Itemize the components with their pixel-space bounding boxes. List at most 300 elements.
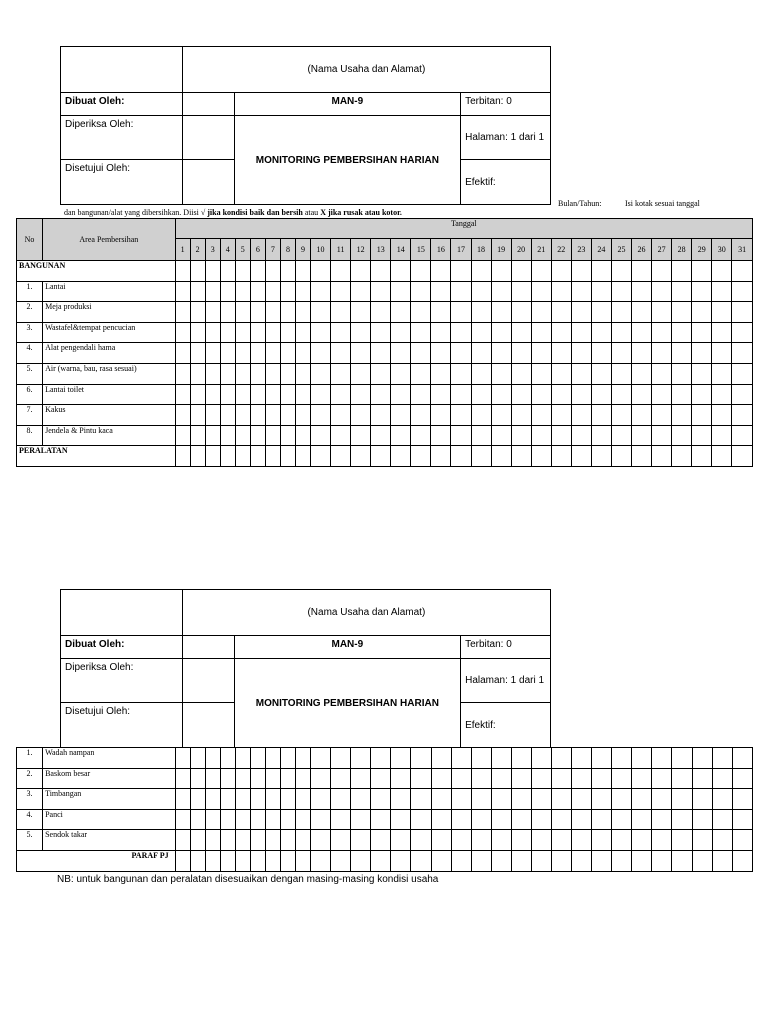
check-cell[interactable] [692, 322, 712, 343]
check-cell[interactable] [591, 322, 611, 343]
check-cell[interactable] [611, 281, 631, 302]
check-cell[interactable] [205, 850, 220, 871]
check-cell[interactable] [190, 850, 205, 871]
check-cell[interactable] [451, 748, 471, 769]
check-cell[interactable] [175, 830, 190, 851]
check-cell[interactable] [591, 425, 611, 446]
check-cell[interactable] [571, 281, 591, 302]
check-cell[interactable] [491, 363, 511, 384]
check-cell[interactable] [331, 809, 351, 830]
check-cell[interactable] [220, 363, 235, 384]
check-cell[interactable] [632, 768, 652, 789]
check-cell[interactable] [572, 768, 592, 789]
check-cell[interactable] [250, 363, 265, 384]
check-cell[interactable] [431, 405, 451, 426]
check-cell[interactable] [551, 384, 571, 405]
check-cell[interactable] [331, 789, 351, 810]
check-cell[interactable] [732, 850, 752, 871]
check-cell[interactable] [295, 405, 310, 426]
check-cell[interactable] [295, 384, 310, 405]
check-cell[interactable] [471, 425, 491, 446]
check-cell[interactable] [371, 830, 391, 851]
check-cell[interactable] [572, 789, 592, 810]
check-cell[interactable] [491, 261, 511, 282]
check-cell[interactable] [265, 261, 280, 282]
check-cell[interactable] [280, 261, 295, 282]
check-cell[interactable] [250, 850, 265, 871]
check-cell[interactable] [712, 789, 732, 810]
check-cell[interactable] [295, 446, 310, 467]
check-cell[interactable] [331, 748, 351, 769]
check-cell[interactable] [265, 768, 280, 789]
check-cell[interactable] [205, 748, 220, 769]
check-cell[interactable] [331, 384, 351, 405]
check-cell[interactable] [572, 748, 592, 769]
check-cell[interactable] [205, 343, 220, 364]
check-cell[interactable] [551, 343, 571, 364]
check-cell[interactable] [351, 830, 371, 851]
check-cell[interactable] [732, 281, 753, 302]
check-cell[interactable] [391, 768, 411, 789]
check-cell[interactable] [431, 281, 451, 302]
check-cell[interactable] [611, 363, 631, 384]
check-cell[interactable] [371, 446, 391, 467]
check-cell[interactable] [531, 748, 551, 769]
check-cell[interactable] [250, 261, 265, 282]
check-cell[interactable] [732, 768, 752, 789]
check-cell[interactable] [551, 446, 571, 467]
check-cell[interactable] [205, 384, 220, 405]
check-cell[interactable] [491, 281, 511, 302]
check-cell[interactable] [220, 850, 235, 871]
check-cell[interactable] [632, 302, 652, 323]
check-cell[interactable] [391, 384, 411, 405]
check-cell[interactable] [331, 281, 351, 302]
check-cell[interactable] [692, 748, 712, 769]
check-cell[interactable] [205, 302, 220, 323]
check-cell[interactable] [280, 405, 295, 426]
check-cell[interactable] [331, 363, 351, 384]
check-cell[interactable] [391, 748, 411, 769]
check-cell[interactable] [371, 343, 391, 364]
check-cell[interactable] [491, 830, 511, 851]
check-cell[interactable] [632, 789, 652, 810]
check-cell[interactable] [612, 789, 632, 810]
check-cell[interactable] [551, 850, 571, 871]
check-cell[interactable] [451, 343, 471, 364]
check-cell[interactable] [371, 302, 391, 323]
check-cell[interactable] [692, 425, 712, 446]
check-cell[interactable] [220, 302, 235, 323]
check-cell[interactable] [672, 850, 692, 871]
check-cell[interactable] [331, 302, 351, 323]
check-cell[interactable] [571, 322, 591, 343]
check-cell[interactable] [531, 789, 551, 810]
check-cell[interactable] [411, 281, 431, 302]
check-cell[interactable] [471, 809, 491, 830]
check-cell[interactable] [391, 830, 411, 851]
check-cell[interactable] [571, 405, 591, 426]
check-cell[interactable] [431, 830, 451, 851]
check-cell[interactable] [235, 261, 250, 282]
check-cell[interactable] [652, 363, 672, 384]
check-cell[interactable] [175, 405, 190, 426]
check-cell[interactable] [190, 302, 205, 323]
check-cell[interactable] [190, 446, 205, 467]
check-cell[interactable] [712, 363, 732, 384]
check-cell[interactable] [632, 425, 652, 446]
check-cell[interactable] [250, 281, 265, 302]
check-cell[interactable] [265, 748, 280, 769]
check-cell[interactable] [265, 789, 280, 810]
check-cell[interactable] [592, 830, 612, 851]
check-cell[interactable] [471, 322, 491, 343]
check-cell[interactable] [235, 322, 250, 343]
check-cell[interactable] [265, 322, 280, 343]
check-cell[interactable] [250, 405, 265, 426]
check-cell[interactable] [250, 830, 265, 851]
check-cell[interactable] [280, 363, 295, 384]
check-cell[interactable] [391, 261, 411, 282]
check-cell[interactable] [712, 446, 732, 467]
check-cell[interactable] [175, 281, 190, 302]
check-cell[interactable] [632, 809, 652, 830]
check-cell[interactable] [311, 322, 331, 343]
check-cell[interactable] [491, 748, 511, 769]
check-cell[interactable] [205, 446, 220, 467]
check-cell[interactable] [311, 261, 331, 282]
check-cell[interactable] [632, 446, 652, 467]
check-cell[interactable] [511, 809, 531, 830]
check-cell[interactable] [250, 322, 265, 343]
check-cell[interactable] [712, 850, 732, 871]
check-cell[interactable] [591, 261, 611, 282]
check-cell[interactable] [712, 384, 732, 405]
check-cell[interactable] [611, 425, 631, 446]
check-cell[interactable] [652, 281, 672, 302]
check-cell[interactable] [265, 850, 280, 871]
check-cell[interactable] [531, 322, 551, 343]
check-cell[interactable] [531, 425, 551, 446]
check-cell[interactable] [652, 809, 672, 830]
check-cell[interactable] [732, 261, 753, 282]
check-cell[interactable] [220, 789, 235, 810]
check-cell[interactable] [411, 405, 431, 426]
check-cell[interactable] [311, 830, 331, 851]
check-cell[interactable] [411, 768, 431, 789]
check-cell[interactable] [311, 425, 331, 446]
check-cell[interactable] [531, 446, 551, 467]
check-cell[interactable] [471, 789, 491, 810]
check-cell[interactable] [511, 768, 531, 789]
check-cell[interactable] [280, 850, 295, 871]
check-cell[interactable] [411, 322, 431, 343]
check-cell[interactable] [632, 281, 652, 302]
check-cell[interactable] [692, 363, 712, 384]
check-cell[interactable] [235, 768, 250, 789]
check-cell[interactable] [311, 363, 331, 384]
check-cell[interactable] [652, 830, 672, 851]
check-cell[interactable] [471, 748, 491, 769]
check-cell[interactable] [411, 850, 431, 871]
check-cell[interactable] [672, 446, 692, 467]
check-cell[interactable] [280, 830, 295, 851]
check-cell[interactable] [571, 384, 591, 405]
check-cell[interactable] [451, 322, 471, 343]
check-cell[interactable] [431, 343, 451, 364]
check-cell[interactable] [551, 363, 571, 384]
check-cell[interactable] [250, 425, 265, 446]
check-cell[interactable] [672, 343, 692, 364]
check-cell[interactable] [190, 809, 205, 830]
check-cell[interactable] [451, 850, 471, 871]
check-cell[interactable] [652, 343, 672, 364]
check-cell[interactable] [672, 830, 692, 851]
check-cell[interactable] [431, 302, 451, 323]
check-cell[interactable] [692, 302, 712, 323]
check-cell[interactable] [175, 425, 190, 446]
check-cell[interactable] [371, 363, 391, 384]
check-cell[interactable] [296, 809, 311, 830]
check-cell[interactable] [471, 405, 491, 426]
check-cell[interactable] [571, 425, 591, 446]
check-cell[interactable] [652, 261, 672, 282]
check-cell[interactable] [511, 343, 531, 364]
check-cell[interactable] [175, 384, 190, 405]
check-cell[interactable] [220, 261, 235, 282]
check-cell[interactable] [205, 281, 220, 302]
check-cell[interactable] [491, 405, 511, 426]
check-cell[interactable] [672, 281, 692, 302]
check-cell[interactable] [351, 281, 371, 302]
check-cell[interactable] [491, 446, 511, 467]
check-cell[interactable] [411, 748, 431, 769]
check-cell[interactable] [511, 363, 531, 384]
check-cell[interactable] [331, 261, 351, 282]
check-cell[interactable] [611, 405, 631, 426]
check-cell[interactable] [511, 425, 531, 446]
check-cell[interactable] [672, 384, 692, 405]
check-cell[interactable] [652, 302, 672, 323]
check-cell[interactable] [311, 768, 331, 789]
check-cell[interactable] [311, 281, 331, 302]
check-cell[interactable] [732, 830, 752, 851]
check-cell[interactable] [591, 343, 611, 364]
check-cell[interactable] [351, 789, 371, 810]
check-cell[interactable] [471, 343, 491, 364]
check-cell[interactable] [351, 446, 371, 467]
check-cell[interactable] [250, 343, 265, 364]
check-cell[interactable] [250, 768, 265, 789]
check-cell[interactable] [611, 322, 631, 343]
check-cell[interactable] [572, 850, 592, 871]
check-cell[interactable] [451, 363, 471, 384]
check-cell[interactable] [571, 302, 591, 323]
check-cell[interactable] [491, 384, 511, 405]
check-cell[interactable] [391, 809, 411, 830]
check-cell[interactable] [551, 748, 571, 769]
check-cell[interactable] [250, 302, 265, 323]
check-cell[interactable] [531, 302, 551, 323]
check-cell[interactable] [551, 830, 571, 851]
check-cell[interactable] [431, 748, 451, 769]
check-cell[interactable] [296, 850, 311, 871]
check-cell[interactable] [311, 809, 331, 830]
check-cell[interactable] [220, 446, 235, 467]
check-cell[interactable] [371, 850, 391, 871]
check-cell[interactable] [351, 343, 371, 364]
check-cell[interactable] [205, 789, 220, 810]
check-cell[interactable] [295, 261, 310, 282]
check-cell[interactable] [732, 405, 753, 426]
check-cell[interactable] [265, 405, 280, 426]
check-cell[interactable] [672, 322, 692, 343]
check-cell[interactable] [511, 322, 531, 343]
check-cell[interactable] [652, 322, 672, 343]
check-cell[interactable] [672, 789, 692, 810]
check-cell[interactable] [265, 343, 280, 364]
check-cell[interactable] [175, 748, 190, 769]
check-cell[interactable] [280, 768, 295, 789]
check-cell[interactable] [531, 768, 551, 789]
check-cell[interactable] [235, 748, 250, 769]
check-cell[interactable] [190, 322, 205, 343]
check-cell[interactable] [391, 789, 411, 810]
check-cell[interactable] [411, 809, 431, 830]
check-cell[interactable] [371, 809, 391, 830]
check-cell[interactable] [692, 446, 712, 467]
check-cell[interactable] [220, 768, 235, 789]
check-cell[interactable] [280, 384, 295, 405]
check-cell[interactable] [220, 384, 235, 405]
check-cell[interactable] [175, 363, 190, 384]
check-cell[interactable] [511, 302, 531, 323]
check-cell[interactable] [331, 850, 351, 871]
check-cell[interactable] [235, 830, 250, 851]
check-cell[interactable] [712, 261, 732, 282]
check-cell[interactable] [732, 363, 753, 384]
check-cell[interactable] [672, 425, 692, 446]
check-cell[interactable] [265, 446, 280, 467]
check-cell[interactable] [652, 768, 672, 789]
check-cell[interactable] [712, 830, 732, 851]
check-cell[interactable] [311, 748, 331, 769]
check-cell[interactable] [235, 809, 250, 830]
check-cell[interactable] [391, 405, 411, 426]
check-cell[interactable] [471, 302, 491, 323]
check-cell[interactable] [391, 363, 411, 384]
check-cell[interactable] [331, 425, 351, 446]
check-cell[interactable] [391, 425, 411, 446]
check-cell[interactable] [351, 384, 371, 405]
check-cell[interactable] [491, 343, 511, 364]
check-cell[interactable] [692, 830, 712, 851]
check-cell[interactable] [692, 281, 712, 302]
check-cell[interactable] [451, 789, 471, 810]
check-cell[interactable] [205, 363, 220, 384]
check-cell[interactable] [491, 425, 511, 446]
check-cell[interactable] [331, 405, 351, 426]
check-cell[interactable] [632, 322, 652, 343]
check-cell[interactable] [531, 261, 551, 282]
check-cell[interactable] [592, 748, 612, 769]
check-cell[interactable] [451, 425, 471, 446]
check-cell[interactable] [511, 830, 531, 851]
check-cell[interactable] [351, 748, 371, 769]
check-cell[interactable] [391, 446, 411, 467]
check-cell[interactable] [331, 768, 351, 789]
check-cell[interactable] [295, 343, 310, 364]
check-cell[interactable] [652, 789, 672, 810]
check-cell[interactable] [220, 322, 235, 343]
check-cell[interactable] [265, 281, 280, 302]
check-cell[interactable] [531, 384, 551, 405]
check-cell[interactable] [551, 302, 571, 323]
check-cell[interactable] [571, 343, 591, 364]
check-cell[interactable] [551, 425, 571, 446]
check-cell[interactable] [551, 322, 571, 343]
check-cell[interactable] [451, 261, 471, 282]
check-cell[interactable] [295, 281, 310, 302]
check-cell[interactable] [175, 322, 190, 343]
check-cell[interactable] [451, 809, 471, 830]
check-cell[interactable] [511, 748, 531, 769]
check-cell[interactable] [471, 281, 491, 302]
check-cell[interactable] [220, 830, 235, 851]
check-cell[interactable] [732, 384, 753, 405]
check-cell[interactable] [190, 363, 205, 384]
check-cell[interactable] [531, 830, 551, 851]
check-cell[interactable] [732, 809, 752, 830]
check-cell[interactable] [431, 850, 451, 871]
check-cell[interactable] [220, 405, 235, 426]
check-cell[interactable] [632, 405, 652, 426]
check-cell[interactable] [175, 789, 190, 810]
check-cell[interactable] [220, 281, 235, 302]
check-cell[interactable] [611, 261, 631, 282]
check-cell[interactable] [205, 322, 220, 343]
check-cell[interactable] [205, 768, 220, 789]
check-cell[interactable] [551, 768, 571, 789]
check-cell[interactable] [331, 322, 351, 343]
check-cell[interactable] [632, 850, 652, 871]
check-cell[interactable] [311, 446, 331, 467]
check-cell[interactable] [471, 768, 491, 789]
check-cell[interactable] [592, 768, 612, 789]
check-cell[interactable] [235, 343, 250, 364]
check-cell[interactable] [471, 850, 491, 871]
check-cell[interactable] [391, 322, 411, 343]
check-cell[interactable] [451, 768, 471, 789]
check-cell[interactable] [235, 363, 250, 384]
check-cell[interactable] [411, 363, 431, 384]
check-cell[interactable] [652, 446, 672, 467]
check-cell[interactable] [280, 343, 295, 364]
check-cell[interactable] [280, 789, 295, 810]
check-cell[interactable] [511, 261, 531, 282]
check-cell[interactable] [551, 809, 571, 830]
check-cell[interactable] [220, 343, 235, 364]
check-cell[interactable] [190, 384, 205, 405]
check-cell[interactable] [612, 809, 632, 830]
check-cell[interactable] [235, 384, 250, 405]
check-cell[interactable] [632, 830, 652, 851]
check-cell[interactable] [250, 809, 265, 830]
check-cell[interactable] [672, 748, 692, 769]
check-cell[interactable] [591, 446, 611, 467]
check-cell[interactable] [351, 768, 371, 789]
check-cell[interactable] [331, 343, 351, 364]
